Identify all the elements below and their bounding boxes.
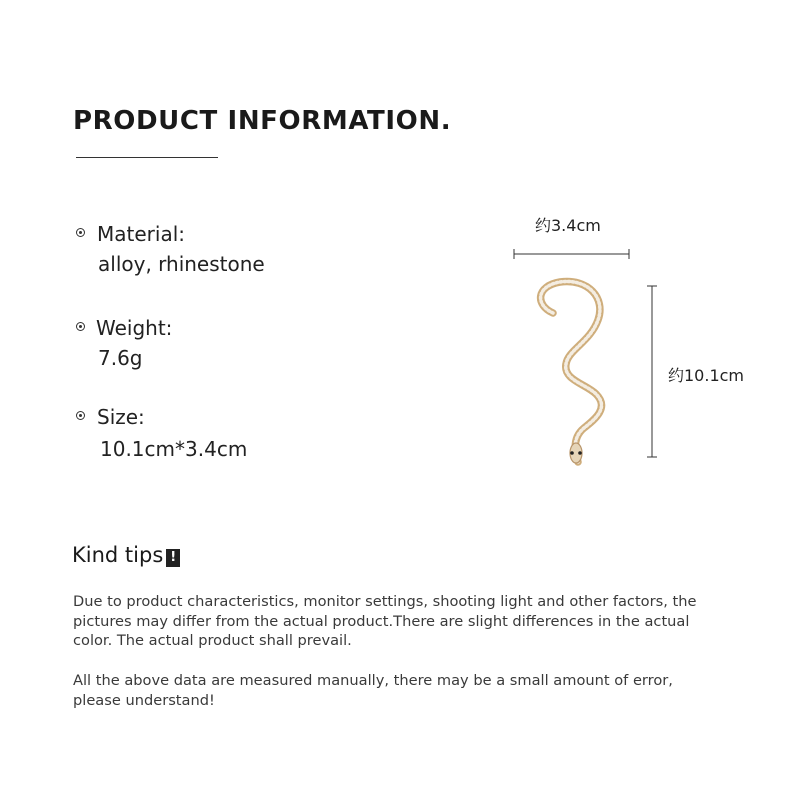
width-dimension-label: 约3.4cm <box>535 216 601 235</box>
height-dimension-label: 约10.1cm <box>668 366 745 385</box>
snake-ear-cuff-image <box>541 281 602 463</box>
kind-tips-heading <box>72 543 180 567</box>
kind-tips-title: Kind tips <box>72 543 164 567</box>
spec-label: Weight: <box>96 316 173 340</box>
page-title: PRODUCT INFORMATION. <box>73 106 452 136</box>
spec-value: alloy, rhinestone <box>98 252 265 276</box>
spec-label: Size: <box>97 405 145 429</box>
height-dimension-line <box>647 286 657 457</box>
spec-label: Material: <box>97 222 185 246</box>
width-dimension-line <box>514 249 629 259</box>
spec-value: 7.6g <box>98 346 143 370</box>
exclamation-icon: ! <box>166 549 180 567</box>
disclaimer-paragraph: Due to product characteristics, monitor settings, shooting light and other factors, the pictures may differ from the actual product.There are slight differences in the actual color. The actual product shall prevail. <box>73 593 697 649</box>
measurement-note-paragraph: All the above data are measured manually, there may be a small amount of error, please understand! <box>73 672 673 709</box>
spec-value: 10.1cm*3.4cm <box>100 437 248 461</box>
